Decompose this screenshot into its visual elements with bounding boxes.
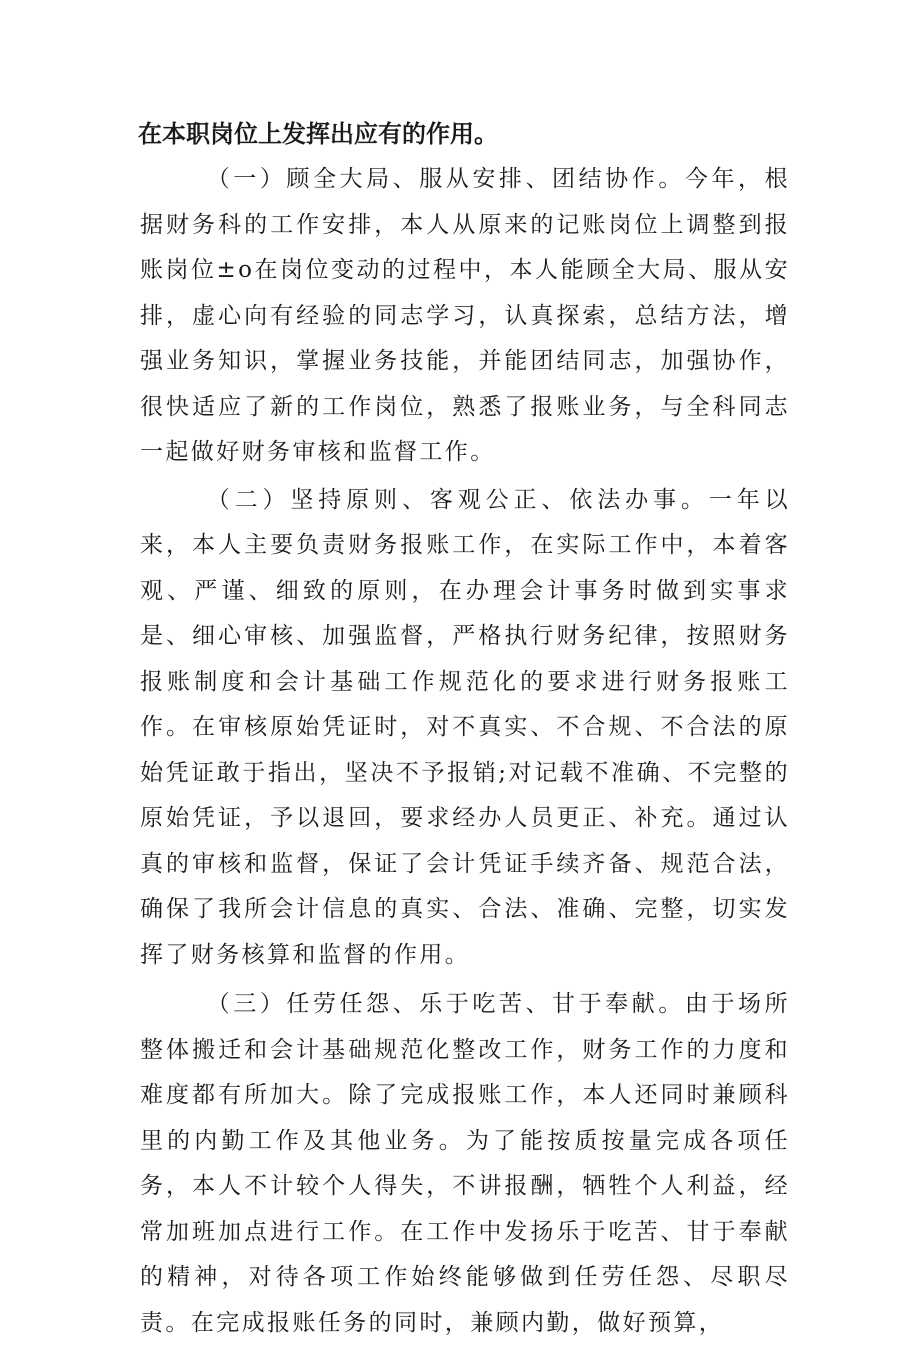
document-body bbox=[140, 112, 790, 1346]
paragraph-3: （三）任劳任怨、乐于吃苦、甘于奉献。由于场所整体搬迁和会计基础规范化整改工作，财务工作的力度和难度都有所加大。除了完成报账工作，本人还同时兼顾科里的内勤工作及其他业务。为了能按质按量完成各项任务，本人不计较个人得失，不讲报酬，牺牲个人利益，经常加班加点进行工作。在工作中发扬乐于吃苦、甘于奉献的精神，对待各项工作始终能够做到任劳任怨、尽职尽责。在完成报账任务的同时，兼顾内勤，做好预算， bbox=[140, 991, 790, 1336]
paragraph-1: （一）顾全大局、服从安排、团结协作。今年，根据财务科的工作安排，本人从原来的记账岗位上调整到报账岗位±o在岗位变动的过程中，本人能顾全大局、服从安排，虚心向有经验的同志学习，认真探索，总结方法，增强业务知识，掌握业务技能，并能团结同志，加强协作，很快适应了新的工作岗位，熟悉了报账业务，与全科同志一起做好财务审核和监督工作。 bbox=[140, 166, 790, 465]
paragraph-2: （二）坚持原则、客观公正、依法办事。一年以来，本人主要负责财务报账工作，在实际工作中，本着客观、严谨、细致的原则，在办理会计事务时做到实事求是、细心审核、加强监督，严格执行财务纪律，按照财务报账制度和会计基础工作规范化的要求进行财务报账工作。在审核原始凭证时，对不真实、不合规、不合法的原始凭证敢于指出，坚决不予报销;对记载不准确、不完整的原始凭证，予以退回，要求经办人员更正、补充。通过认真的审核和监督，保证了会计凭证手续齐备、规范合法，确保了我所会计信息的真实、合法、准确、完整，切实发挥了财务核算和监督的作用。 bbox=[140, 486, 790, 968]
continuation-line: 在本职岗位上发挥出应有的作用。 bbox=[138, 120, 498, 148]
